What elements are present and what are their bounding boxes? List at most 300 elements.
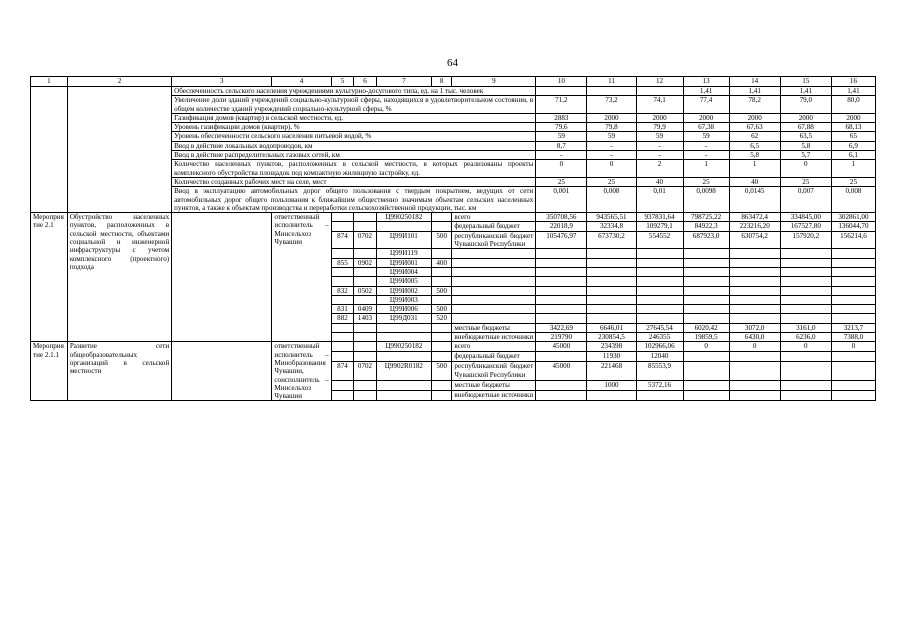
indicator-value: 79,0 bbox=[780, 96, 831, 114]
funding-value bbox=[780, 305, 831, 314]
column-header: 4 bbox=[272, 77, 331, 87]
funding-value: 234398 bbox=[587, 342, 636, 352]
funding-source bbox=[452, 277, 536, 286]
funding-value bbox=[729, 314, 780, 323]
funding-value bbox=[683, 352, 729, 362]
funding-value: 27645,54 bbox=[636, 323, 683, 332]
empty-cell bbox=[31, 87, 68, 96]
funding-value bbox=[636, 295, 683, 304]
code-grbs: 874 bbox=[331, 362, 354, 381]
funding-value bbox=[536, 277, 587, 286]
empty-cell bbox=[67, 87, 171, 96]
code-grbs bbox=[331, 267, 354, 276]
indicator-row bbox=[31, 113, 876, 122]
code-section bbox=[354, 249, 377, 258]
funding-value bbox=[780, 295, 831, 304]
code-target: Ц99И003 bbox=[376, 295, 431, 304]
funding-value bbox=[536, 314, 587, 323]
measure-code: Мероприятие 2.1 bbox=[31, 213, 68, 342]
funding-source: внебюджетные источники bbox=[452, 391, 536, 401]
indicator-text: Увеличение доли зданий учреждений социально-культурной сферы, находящихся в удовлетворительном состоянии, в общем количестве зданий учреждений социально-культурной сферы, % bbox=[172, 96, 536, 114]
funding-value bbox=[729, 295, 780, 304]
code-grbs: 882 bbox=[331, 314, 354, 323]
code-type bbox=[431, 249, 451, 258]
code-section: 1403 bbox=[354, 314, 377, 323]
empty-cell bbox=[67, 123, 171, 132]
funding-value bbox=[831, 286, 875, 295]
funding-value bbox=[729, 391, 780, 401]
funding-value bbox=[780, 277, 831, 286]
code-section bbox=[354, 381, 377, 391]
funding-value bbox=[536, 391, 587, 401]
indicator-value: 0,01 bbox=[636, 187, 683, 213]
indicator-value: 0 bbox=[780, 160, 831, 178]
measure-name: Обустройство населенных пунктов, расположенных в сельской местности, объектами социальной и инженерной инфраструктуры с учетом комплексного (проектного) подхода bbox=[67, 213, 171, 342]
funding-value: 221468 bbox=[587, 362, 636, 381]
funding-source bbox=[452, 295, 536, 304]
finance-row bbox=[31, 213, 876, 222]
funding-value bbox=[536, 295, 587, 304]
code-type bbox=[431, 323, 451, 332]
funding-source bbox=[452, 314, 536, 323]
indicator-value: 1 bbox=[831, 160, 875, 178]
column-header: 3 bbox=[172, 77, 272, 87]
indicator-value: 8,7 bbox=[536, 141, 587, 150]
funding-source bbox=[452, 286, 536, 295]
funding-value bbox=[636, 391, 683, 401]
funding-value: 3213,7 bbox=[831, 323, 875, 332]
code-section: 0409 bbox=[354, 305, 377, 314]
code-grbs: 855 bbox=[331, 258, 354, 267]
code-section bbox=[354, 277, 377, 286]
empty-cell bbox=[31, 96, 68, 114]
code-section bbox=[354, 333, 377, 342]
funding-value: 937831,64 bbox=[636, 213, 683, 222]
indicator-value: 25 bbox=[587, 177, 636, 186]
indicator-value: 71,2 bbox=[536, 96, 587, 114]
funding-value bbox=[780, 381, 831, 391]
indicator-row bbox=[31, 96, 876, 114]
funding-value: 156214,6 bbox=[831, 231, 875, 249]
funding-value bbox=[636, 286, 683, 295]
indicator-value: 67,38 bbox=[683, 123, 729, 132]
indicator-value: 65 bbox=[831, 132, 875, 141]
funding-value bbox=[587, 286, 636, 295]
funding-value bbox=[780, 267, 831, 276]
indicator-value: 79,9 bbox=[636, 123, 683, 132]
indicator-value: 62 bbox=[729, 132, 780, 141]
code-section bbox=[354, 342, 377, 352]
indicator-value: 6,9 bbox=[831, 141, 875, 150]
funding-value: 3072,0 bbox=[729, 323, 780, 332]
code-grbs bbox=[331, 381, 354, 391]
indicator-value: 1,41 bbox=[683, 87, 729, 96]
indicator-value: 2000 bbox=[683, 113, 729, 122]
indicator-value: - bbox=[636, 151, 683, 160]
code-section bbox=[354, 267, 377, 276]
funding-value bbox=[831, 391, 875, 401]
code-type bbox=[431, 381, 451, 391]
funding-value bbox=[780, 391, 831, 401]
empty-cell bbox=[31, 187, 68, 213]
indicator-row bbox=[31, 187, 876, 213]
code-type bbox=[431, 342, 451, 352]
funding-value bbox=[780, 314, 831, 323]
funding-value bbox=[831, 258, 875, 267]
funding-value bbox=[636, 277, 683, 286]
funding-value: 84922,3 bbox=[683, 222, 729, 231]
empty-cell bbox=[67, 96, 171, 114]
funding-value: 0 bbox=[729, 342, 780, 352]
funding-value: 230854,5 bbox=[587, 333, 636, 342]
column-header: 16 bbox=[831, 77, 875, 87]
indicator-value: 5,8 bbox=[780, 141, 831, 150]
indicator-value: 79,6 bbox=[536, 123, 587, 132]
code-type: 400 bbox=[431, 258, 451, 267]
code-type bbox=[431, 213, 451, 222]
indicator-text: Количество созданных рабочих мест на селе, мест bbox=[172, 177, 536, 186]
code-section bbox=[354, 213, 377, 222]
indicator-value: 63,5 bbox=[780, 132, 831, 141]
indicator-value: - bbox=[636, 141, 683, 150]
code-grbs: 874 bbox=[331, 231, 354, 249]
funding-value: 302861,00 bbox=[831, 213, 875, 222]
code-grbs bbox=[331, 352, 354, 362]
code-type bbox=[431, 277, 451, 286]
code-type: 500 bbox=[431, 362, 451, 381]
funding-value bbox=[536, 286, 587, 295]
funding-value: 334845,00 bbox=[780, 213, 831, 222]
funding-value bbox=[729, 277, 780, 286]
indicator-value: 1,41 bbox=[729, 87, 780, 96]
code-target: Ц99Д031 bbox=[376, 314, 431, 323]
funding-source: республиканский бюджет Чувашской Республики bbox=[452, 231, 536, 249]
indicator-value: 0,008 bbox=[831, 187, 875, 213]
indicator-row bbox=[31, 87, 876, 96]
code-section bbox=[354, 295, 377, 304]
empty-cell bbox=[67, 160, 171, 178]
funding-value: 11930 bbox=[587, 352, 636, 362]
funding-value bbox=[587, 314, 636, 323]
indicator-value bbox=[536, 87, 587, 96]
funding-value bbox=[831, 362, 875, 381]
indicator-value: 6,5 bbox=[729, 141, 780, 150]
code-type: 500 bbox=[431, 286, 451, 295]
indicator-row bbox=[31, 132, 876, 141]
indicator-value: 77,4 bbox=[683, 96, 729, 114]
funding-value: 7388,0 bbox=[831, 333, 875, 342]
measure-executor: ответственный исполнитель – Минсельхоз Чувашии bbox=[272, 213, 331, 342]
indicator-value: 0,001 bbox=[536, 187, 587, 213]
column-header: 12 bbox=[636, 77, 683, 87]
funding-value bbox=[683, 391, 729, 401]
indicator-value: 68,13 bbox=[831, 123, 875, 132]
code-grbs: 832 bbox=[331, 286, 354, 295]
column-header: 1 bbox=[31, 77, 68, 87]
funding-value bbox=[536, 352, 587, 362]
funding-value: 687923,0 bbox=[683, 231, 729, 249]
funding-value bbox=[587, 295, 636, 304]
indicator-value: 2000 bbox=[587, 113, 636, 122]
funding-value: 136044,70 bbox=[831, 222, 875, 231]
funding-value: 5372,16 bbox=[636, 381, 683, 391]
indicator-value: 80,0 bbox=[831, 96, 875, 114]
indicator-value: - bbox=[683, 151, 729, 160]
indicator-value: 5,8 bbox=[729, 151, 780, 160]
column-header: 7 bbox=[376, 77, 431, 87]
code-section bbox=[354, 323, 377, 332]
code-target: Ц990250182 bbox=[376, 213, 431, 222]
program-table bbox=[30, 76, 876, 401]
funding-value bbox=[683, 305, 729, 314]
funding-value bbox=[683, 314, 729, 323]
indicator-value: 1,41 bbox=[831, 87, 875, 96]
code-type bbox=[431, 391, 451, 401]
funding-value: 157920,2 bbox=[780, 231, 831, 249]
column-header: 15 bbox=[780, 77, 831, 87]
funding-value bbox=[831, 295, 875, 304]
indicator-value: - bbox=[683, 141, 729, 150]
code-grbs: 831 bbox=[331, 305, 354, 314]
indicator-row bbox=[31, 141, 876, 150]
funding-value: 0 bbox=[683, 342, 729, 352]
column-header: 5 bbox=[331, 77, 354, 87]
empty-cell bbox=[67, 113, 171, 122]
indicator-value: 6,1 bbox=[831, 151, 875, 160]
measure-executor: ответственный исполнитель – Минобразования Чувашии, соисполнитель – Минсельхоз Чувашии bbox=[272, 342, 331, 401]
code-section: 0902 bbox=[354, 258, 377, 267]
funding-value bbox=[729, 286, 780, 295]
indicator-text: Ввод в эксплуатацию автомобильных дорог общего пользования с твердым покрытием, ведущих от сети автомобильных дорог общего пользования к ближайшим общественно значимым объектам сельских населенных пунктов, а также к объектам производства и переработки сельскохозяйственной продукции, тыс. км bbox=[172, 187, 536, 213]
code-grbs bbox=[331, 342, 354, 352]
funding-source: местные бюджеты bbox=[452, 323, 536, 332]
empty-cell bbox=[31, 177, 68, 186]
code-grbs bbox=[331, 323, 354, 332]
indicator-value: 2000 bbox=[780, 113, 831, 122]
indicator-value: 0,007 bbox=[780, 187, 831, 213]
funding-value: 105476,97 bbox=[536, 231, 587, 249]
code-grbs bbox=[331, 222, 354, 231]
funding-value: 85553,9 bbox=[636, 362, 683, 381]
indicator-value: 0 bbox=[587, 160, 636, 178]
funding-value: 6236,0 bbox=[780, 333, 831, 342]
indicator-value: 5,7 bbox=[780, 151, 831, 160]
funding-value bbox=[636, 249, 683, 258]
column-header: 14 bbox=[729, 77, 780, 87]
funding-source bbox=[452, 258, 536, 267]
empty-cell bbox=[31, 141, 68, 150]
indicator-row bbox=[31, 151, 876, 160]
funding-value: 219790 bbox=[536, 333, 587, 342]
code-target: Ц99И101 bbox=[376, 231, 431, 249]
code-grbs bbox=[331, 249, 354, 258]
funding-value: 1000 bbox=[587, 381, 636, 391]
measure-name: Развитие сети общеобразовательных организаций в сельской местности bbox=[67, 342, 171, 401]
indicator-value: 59 bbox=[683, 132, 729, 141]
funding-source bbox=[452, 305, 536, 314]
funding-value: 167527,80 bbox=[780, 222, 831, 231]
empty-cell bbox=[31, 151, 68, 160]
indicator-value: 2000 bbox=[831, 113, 875, 122]
indicator-value: 1,41 bbox=[780, 87, 831, 96]
funding-value: 3161,0 bbox=[780, 323, 831, 332]
indicator-value: 67,63 bbox=[729, 123, 780, 132]
funding-value bbox=[683, 295, 729, 304]
code-target bbox=[376, 333, 431, 342]
funding-value bbox=[831, 314, 875, 323]
indicator-value: 25 bbox=[683, 177, 729, 186]
funding-value: 3422,69 bbox=[536, 323, 587, 332]
funding-value bbox=[831, 277, 875, 286]
column-header: 6 bbox=[354, 77, 377, 87]
code-target: Ц990250182 bbox=[376, 342, 431, 352]
code-target bbox=[376, 323, 431, 332]
funding-value: 630754,2 bbox=[729, 231, 780, 249]
indicator-value: 0,008 bbox=[587, 187, 636, 213]
empty-cell bbox=[67, 177, 171, 186]
header-row bbox=[31, 77, 876, 87]
code-grbs bbox=[331, 277, 354, 286]
funding-source bbox=[452, 267, 536, 276]
funding-value bbox=[831, 305, 875, 314]
indicator-value: 67,88 bbox=[780, 123, 831, 132]
empty-cell bbox=[67, 151, 171, 160]
code-target bbox=[376, 352, 431, 362]
code-target: Ц99И005 bbox=[376, 277, 431, 286]
empty-cell bbox=[67, 132, 171, 141]
funding-value: 246355 bbox=[636, 333, 683, 342]
column-header: 9 bbox=[452, 77, 536, 87]
indicator-value: 25 bbox=[780, 177, 831, 186]
funding-value bbox=[536, 381, 587, 391]
code-target bbox=[376, 391, 431, 401]
measure-code: Мероприятие 2.1.1 bbox=[31, 342, 68, 401]
funding-value: 0 bbox=[831, 342, 875, 352]
funding-value: 6646,01 bbox=[587, 323, 636, 332]
indicator-value: - bbox=[536, 151, 587, 160]
funding-source: республиканский бюджет Чувашской Республики bbox=[452, 362, 536, 381]
indicator-text: Газификация домов (квартир) в сельской местности, ед. bbox=[172, 113, 536, 122]
funding-value bbox=[636, 258, 683, 267]
funding-value bbox=[729, 249, 780, 258]
code-type bbox=[431, 295, 451, 304]
funding-value bbox=[729, 258, 780, 267]
code-target: Ц99И119 bbox=[376, 249, 431, 258]
funding-value: 109279,1 bbox=[636, 222, 683, 231]
funding-source: всего bbox=[452, 213, 536, 222]
funding-value bbox=[536, 305, 587, 314]
indicator-value: 59 bbox=[587, 132, 636, 141]
funding-value bbox=[683, 286, 729, 295]
indicator-value bbox=[587, 87, 636, 96]
funding-value bbox=[729, 381, 780, 391]
funding-source: местные бюджеты bbox=[452, 381, 536, 391]
funding-value: 32334,8 bbox=[587, 222, 636, 231]
funding-value bbox=[780, 249, 831, 258]
funding-value bbox=[683, 381, 729, 391]
code-grbs bbox=[331, 213, 354, 222]
funding-value bbox=[780, 258, 831, 267]
code-grbs bbox=[331, 295, 354, 304]
code-target: Ц9902R0182 bbox=[376, 362, 431, 381]
indicator-value: 1 bbox=[729, 160, 780, 178]
empty-cell bbox=[31, 113, 68, 122]
indicator-value: 25 bbox=[536, 177, 587, 186]
funding-value bbox=[729, 305, 780, 314]
code-type: 500 bbox=[431, 305, 451, 314]
funding-value bbox=[729, 362, 780, 381]
code-grbs bbox=[331, 391, 354, 401]
indicator-value: 74,1 bbox=[636, 96, 683, 114]
indicator-value: 2 bbox=[636, 160, 683, 178]
indicator-value: 25 bbox=[831, 177, 875, 186]
funding-source: всего bbox=[452, 342, 536, 352]
code-type bbox=[431, 222, 451, 231]
empty-cell bbox=[31, 132, 68, 141]
funding-value bbox=[587, 249, 636, 258]
funding-value: 554552 bbox=[636, 231, 683, 249]
indicator-text: Уровень обеспеченности сельского населения питьевой водой, % bbox=[172, 132, 536, 141]
funding-value bbox=[831, 381, 875, 391]
funding-source: федеральный бюджет bbox=[452, 352, 536, 362]
code-type bbox=[431, 352, 451, 362]
empty-cell bbox=[172, 342, 272, 401]
code-target: Ц99И006 bbox=[376, 305, 431, 314]
indicator-value: 59 bbox=[636, 132, 683, 141]
funding-value bbox=[636, 267, 683, 276]
indicator-value: - bbox=[587, 151, 636, 160]
indicator-value: 40 bbox=[636, 177, 683, 186]
indicator-row bbox=[31, 160, 876, 178]
funding-source: федеральный бюджет bbox=[452, 222, 536, 231]
indicator-text: Ввод в действие локальных водопроводов, км bbox=[172, 141, 536, 150]
indicator-row bbox=[31, 123, 876, 132]
funding-value: 863472,4 bbox=[729, 213, 780, 222]
funding-value bbox=[780, 286, 831, 295]
funding-value bbox=[683, 258, 729, 267]
code-target: Ц99И001 bbox=[376, 258, 431, 267]
code-grbs bbox=[331, 333, 354, 342]
indicator-value: 2000 bbox=[729, 113, 780, 122]
funding-value bbox=[636, 314, 683, 323]
funding-value: 798725,22 bbox=[683, 213, 729, 222]
funding-source: внебюджетные источники bbox=[452, 333, 536, 342]
column-header: 8 bbox=[431, 77, 451, 87]
funding-value bbox=[536, 267, 587, 276]
funding-value: 943565,51 bbox=[587, 213, 636, 222]
empty-cell bbox=[172, 213, 272, 342]
funding-value bbox=[729, 267, 780, 276]
funding-value bbox=[587, 277, 636, 286]
code-section: 0702 bbox=[354, 362, 377, 381]
indicator-text: Количество населенных пунктов, расположенных в сельской местности, в которых реализованы проекты комплексного обустройства площадок под компактную жилищную застройку, ед. bbox=[172, 160, 536, 178]
funding-value: 22018,9 bbox=[536, 222, 587, 231]
indicator-value: 2000 bbox=[636, 113, 683, 122]
code-target bbox=[376, 222, 431, 231]
indicator-value: 40 bbox=[729, 177, 780, 186]
indicator-value: - bbox=[587, 141, 636, 150]
funding-value: 12040 bbox=[636, 352, 683, 362]
funding-value: 19859,5 bbox=[683, 333, 729, 342]
funding-value: 350708,56 bbox=[536, 213, 587, 222]
code-target bbox=[376, 381, 431, 391]
empty-cell bbox=[31, 123, 68, 132]
indicator-value bbox=[636, 87, 683, 96]
funding-value bbox=[587, 258, 636, 267]
code-section bbox=[354, 391, 377, 401]
code-type: 500 bbox=[431, 231, 451, 249]
indicator-text: Обеспеченность сельского населения учреждениями культурно-досугового типа, ед. на 1 тыс. человек bbox=[172, 87, 536, 96]
